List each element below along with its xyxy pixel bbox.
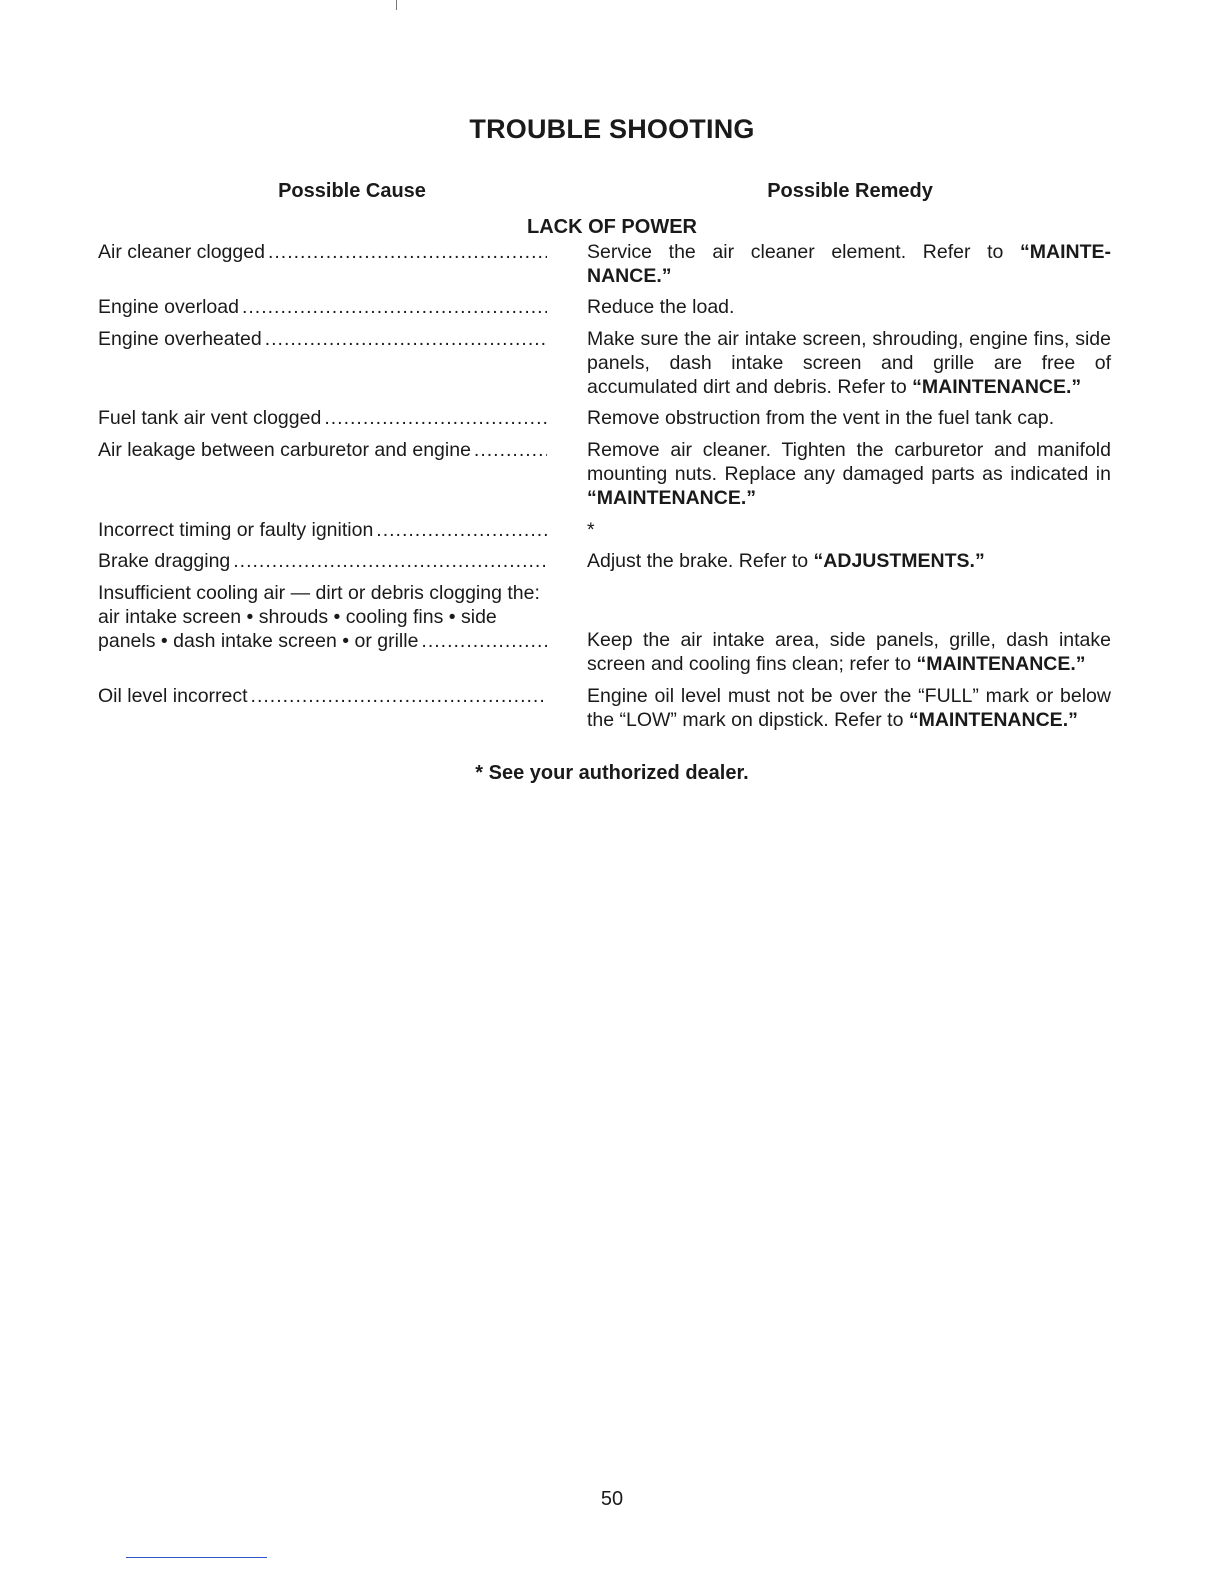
remedy-cell xyxy=(587,549,1111,573)
cause-cell xyxy=(98,240,547,264)
remedy-text: Engine oil level must not be over the “FULL” mark or below the “LOW” mark on dipstick. Refer to xyxy=(587,685,1111,731)
leader-dots xyxy=(233,549,547,573)
remedy-text: Remove obstruction from the vent in the fuel tank cap. xyxy=(587,407,1055,429)
remedy-reference: “MAINTENANCE.” xyxy=(916,653,1086,675)
cause-text: Fuel tank air vent clogged xyxy=(98,407,322,429)
cause-text: Brake dragging xyxy=(98,550,231,572)
page-number: 50 xyxy=(600,1488,624,1510)
cause-text: Engine overload xyxy=(98,296,239,318)
remedy-cell xyxy=(587,518,1111,542)
page-title: TROUBLE SHOOTING xyxy=(469,114,755,144)
dealer-asterisk: * xyxy=(587,519,595,541)
remedy-reference: “ADJUSTMENTS.” xyxy=(813,550,985,572)
leader-dots xyxy=(265,327,547,351)
leader-dots xyxy=(376,518,547,542)
remedy-cell xyxy=(587,240,1111,288)
cause-cell xyxy=(98,581,547,653)
remedy-reference: “MAINTENANCE.” xyxy=(908,709,1078,731)
remedy-text: Service the air cleaner element. Refer to xyxy=(587,241,1020,263)
cause-cell xyxy=(98,406,547,430)
cause-cell xyxy=(98,684,547,708)
leader-dots xyxy=(421,629,547,653)
cause-cell xyxy=(98,295,547,319)
leader-dots xyxy=(324,406,547,430)
section-heading: LACK OF POWER xyxy=(527,216,697,238)
possible-remedy-header: Possible Remedy xyxy=(767,180,933,202)
cause-text-line: panels • dash intake screen • or grille xyxy=(98,630,419,652)
remedy-reference: “MAINTENANCE.” xyxy=(587,487,756,509)
remedy-cell xyxy=(587,438,1111,510)
possible-cause-header: Possible Cause xyxy=(278,180,426,202)
scan-edge-line xyxy=(126,1557,267,1558)
remedy-cell xyxy=(587,327,1111,399)
cause-cell xyxy=(98,438,547,462)
cause-text: Air leakage between carburetor and engine xyxy=(98,439,471,461)
cause-text: Incorrect timing or faulty ignition xyxy=(98,519,374,541)
remedy-text: Remove air cleaner. Tighten the carburetor and manifold mounting nuts. Replace any damaged parts as indicated in xyxy=(587,439,1111,485)
cause-cell xyxy=(98,327,547,351)
cause-cell xyxy=(98,549,547,573)
remedy-cell xyxy=(587,406,1111,430)
remedy-text: Keep the air intake area, side panels, grille, dash intake screen and cooling fins clean; refer to xyxy=(587,629,1111,675)
cause-text: Engine overheated xyxy=(98,328,262,350)
cause-text-line: Insufficient cooling air — dirt or debris clogging the: xyxy=(98,582,540,604)
remedy-text: Reduce the load. xyxy=(587,296,735,318)
cause-text: Air cleaner clogged xyxy=(98,241,265,263)
leader-dots xyxy=(242,295,547,319)
remedy-cell xyxy=(587,684,1111,732)
scan-mark xyxy=(396,0,397,10)
leader-dots xyxy=(251,684,547,708)
remedy-cell xyxy=(587,295,1111,319)
remedy-reference: “MAINTE-NANCE.” xyxy=(587,241,1111,287)
cause-cell xyxy=(98,518,547,542)
remedy-cell xyxy=(587,628,1111,676)
remedy-reference: “MAINTENANCE.” xyxy=(912,376,1082,398)
leader-dots xyxy=(474,438,547,462)
cause-text: Oil level incorrect xyxy=(98,685,248,707)
leader-dots xyxy=(268,240,547,264)
remedy-text: Adjust the brake. Refer to xyxy=(587,550,814,572)
footnote: * See your authorized dealer. xyxy=(475,762,749,784)
remedy-text: Make sure the air intake screen, shrouding, engine fins, side panels, dash intake screen and grille are free of accumulated dirt and debris. Refer to xyxy=(587,328,1111,398)
cause-text-line: air intake screen • shrouds • cooling fins • side xyxy=(98,606,497,628)
